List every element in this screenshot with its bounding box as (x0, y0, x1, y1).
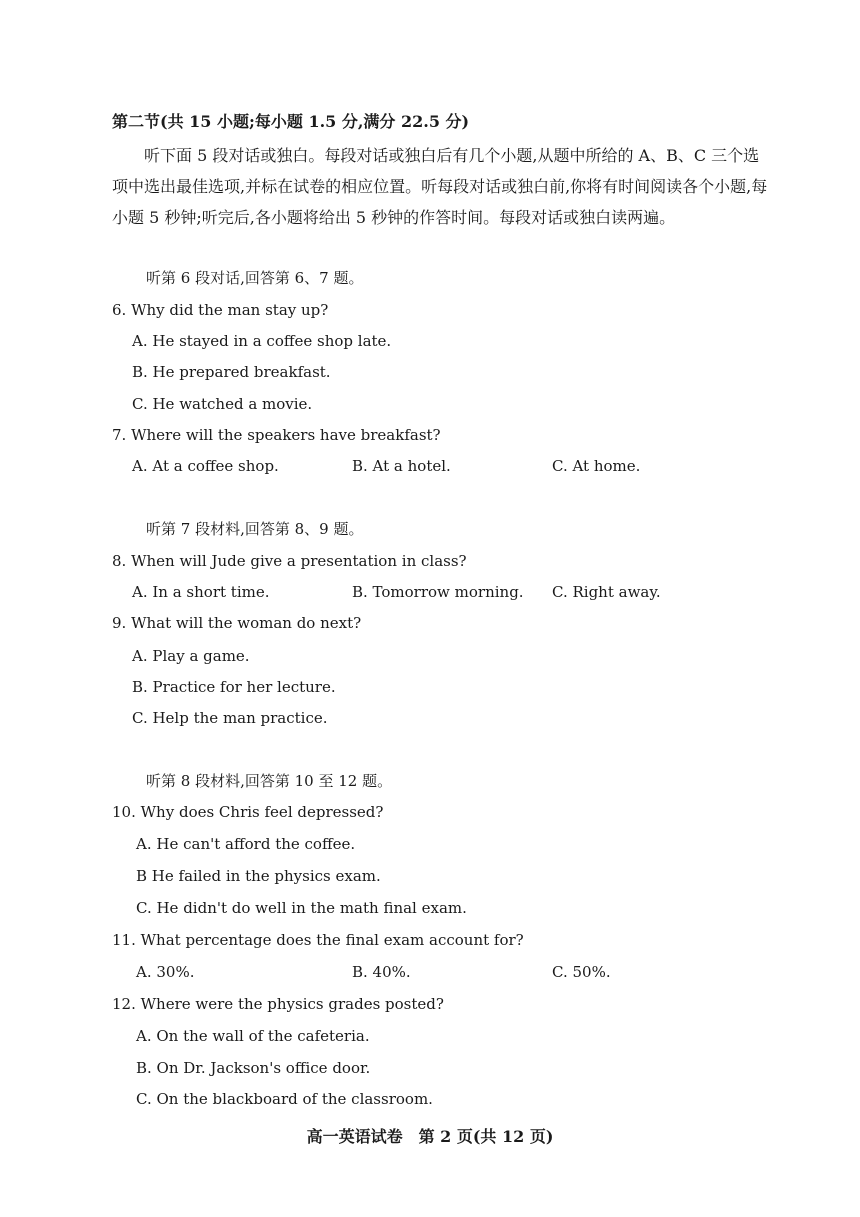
page-footer: 高一英语试卷 第 2 页(共 12 页) (306, 1127, 554, 1146)
option-10c: C. He didn't do well in the math final exam. (136, 899, 467, 917)
group-heading: 听第 6 段对话,回答第 6、7 题。 (146, 269, 364, 287)
option-7b: B. At a hotel. (352, 457, 451, 475)
option-12b: B. On Dr. Jackson's office door. (136, 1059, 371, 1077)
option-9a: A. Play a game. (132, 647, 250, 665)
question-text: Why did the man stay up? (131, 301, 329, 319)
question-number: 10. (112, 803, 136, 821)
group-heading: 听第 8 段材料,回答第 10 至 12 题。 (146, 772, 393, 790)
question-text: When will Jude give a presentation in class? (131, 552, 467, 570)
option-8b: B. Tomorrow morning. (352, 583, 524, 601)
question-11 (112, 930, 524, 950)
question-9 (112, 613, 361, 633)
question-number: 7. (112, 426, 127, 444)
question-text: What percentage does the final exam account for? (140, 931, 524, 949)
question-10 (112, 802, 383, 822)
option-11b: B. 40%. (352, 963, 411, 981)
option-12a: A. On the wall of the cafeteria. (136, 1027, 370, 1045)
option-6c: C. He watched a movie. (132, 395, 313, 413)
question-text: Why does Chris feel depressed? (140, 803, 384, 821)
option-10a: A. He can't afford the coffee. (136, 835, 356, 853)
section-instructions (112, 140, 774, 233)
question-number: 9. (112, 614, 127, 632)
option-8a: A. In a short time. (132, 583, 270, 601)
option-7a: A. At a coffee shop. (132, 457, 279, 475)
question-text: Where will the speakers have breakfast? (131, 426, 441, 444)
question-text: What will the woman do next? (131, 614, 362, 632)
question-text: Where were the physics grades posted? (140, 995, 444, 1013)
option-9b: B. Practice for her lecture. (132, 678, 336, 696)
question-number: 11. (112, 931, 136, 949)
option-6b: B. He prepared breakfast. (132, 363, 331, 381)
question-7 (112, 425, 441, 445)
question-8 (112, 551, 467, 571)
section-title: 第二节(共 15 小题;每小题 1.5 分,满分 22.5 分) (112, 112, 470, 131)
group-heading: 听第 7 段材料,回答第 8、9 题。 (146, 520, 364, 538)
option-8c: C. Right away. (552, 583, 661, 601)
question-number: 12. (112, 995, 136, 1013)
instructions-text: 听下面 5 段对话或独白。每段对话或独白后有几个小题,从题中所给的 A、B、C 三个选项中选出最佳选项,并标在试卷的相应位置。听每段对话或独白前,你将有时间阅读各个小题,每小题 5 秒钟;听完后,各小题将给出 5 秒钟的作答时间。每段对话或独白读两遍。 (112, 146, 768, 227)
question-number: 6. (112, 301, 127, 319)
option-7c: C. At home. (552, 457, 641, 475)
option-11c: C. 50%. (552, 963, 611, 981)
question-number: 8. (112, 552, 127, 570)
question-12 (112, 994, 444, 1014)
option-9c: C. Help the man practice. (132, 709, 328, 727)
option-11a: A. 30%. (136, 963, 195, 981)
question-6 (112, 300, 328, 320)
option-10b: B He failed in the physics exam. (136, 867, 381, 885)
option-6a: A. He stayed in a coffee shop late. (132, 332, 392, 350)
option-12c: C. On the blackboard of the classroom. (136, 1090, 433, 1108)
